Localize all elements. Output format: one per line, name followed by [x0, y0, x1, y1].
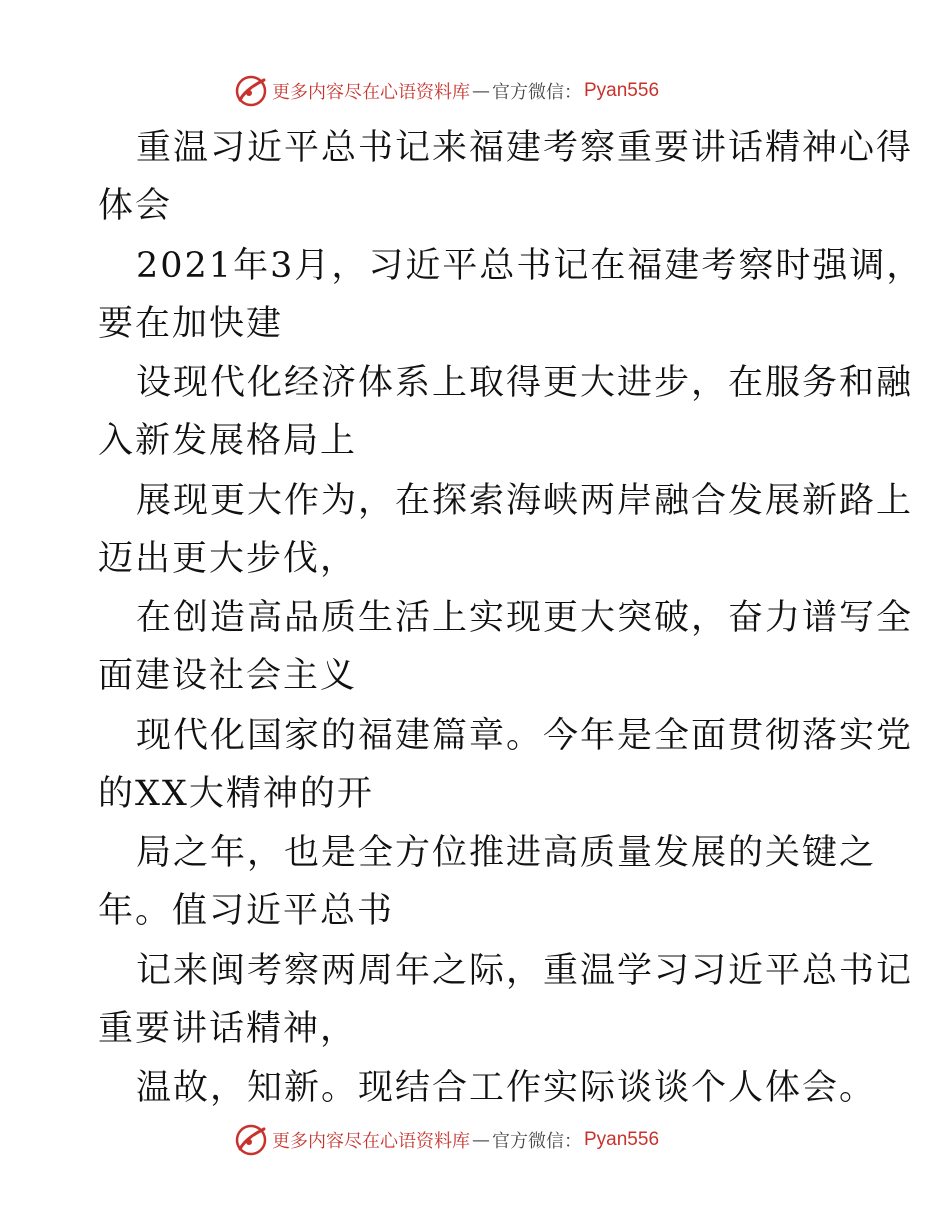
watermark-official-label: 官方微信：: [492, 1131, 582, 1152]
paragraph-line: 设现代化经济体系上取得更大进步，在服务和融: [136, 363, 914, 403]
watermark-separator: —: [472, 80, 490, 102]
paragraph-line: 面建设社会主义: [98, 656, 358, 696]
watermark-text: 更多内容尽在心语资料库: [272, 1131, 470, 1152]
watermark-official-label: 官方微信：: [492, 82, 582, 103]
paragraph-line: 展现更大作为，在探索海峡两岸融合发展新路上: [136, 481, 914, 521]
title-line-2: 体会: [98, 186, 173, 226]
paragraph-line: 入新发展格局上: [98, 421, 358, 461]
paragraph-line: 2021年3月，习近平总书记在福建考察时强调，: [136, 246, 924, 286]
paragraph-line: 记来闽考察两周年之际，重温学习习近平总书记: [136, 951, 914, 991]
pen-logo-icon: [234, 1123, 268, 1157]
watermark-wechat-id: Pyan556: [584, 80, 660, 101]
paragraph-line: 在创造高品质生活上实现更大突破，奋力谱写全: [136, 598, 914, 638]
paragraph-line: 迈出更大步伐，: [98, 539, 358, 579]
paragraph-line: 现代化国家的福建篇章。今年是全面贯彻落实党: [136, 716, 914, 756]
paragraph-line: 年。值习近平总书: [98, 891, 395, 931]
paragraph-line: 的XX大精神的开: [98, 774, 374, 814]
paragraph-line: 要在加快建: [98, 304, 284, 344]
footer-watermark: [234, 1120, 659, 1160]
paragraph-line: 局之年，也是全方位推进高质量发展的关键之: [136, 833, 877, 873]
watermark-separator: —: [472, 1129, 490, 1151]
watermark-text: 更多内容尽在心语资料库: [272, 82, 470, 103]
paragraph-line: 重要讲话精神，: [98, 1009, 358, 1049]
watermark-wechat-id: Pyan556: [584, 1129, 660, 1150]
paragraph-line: 温故，知新。现结合工作实际谈谈个人体会。: [136, 1068, 877, 1108]
title-line-1: 重温习近平总书记来福建考察重要讲话精神心得: [136, 128, 914, 168]
